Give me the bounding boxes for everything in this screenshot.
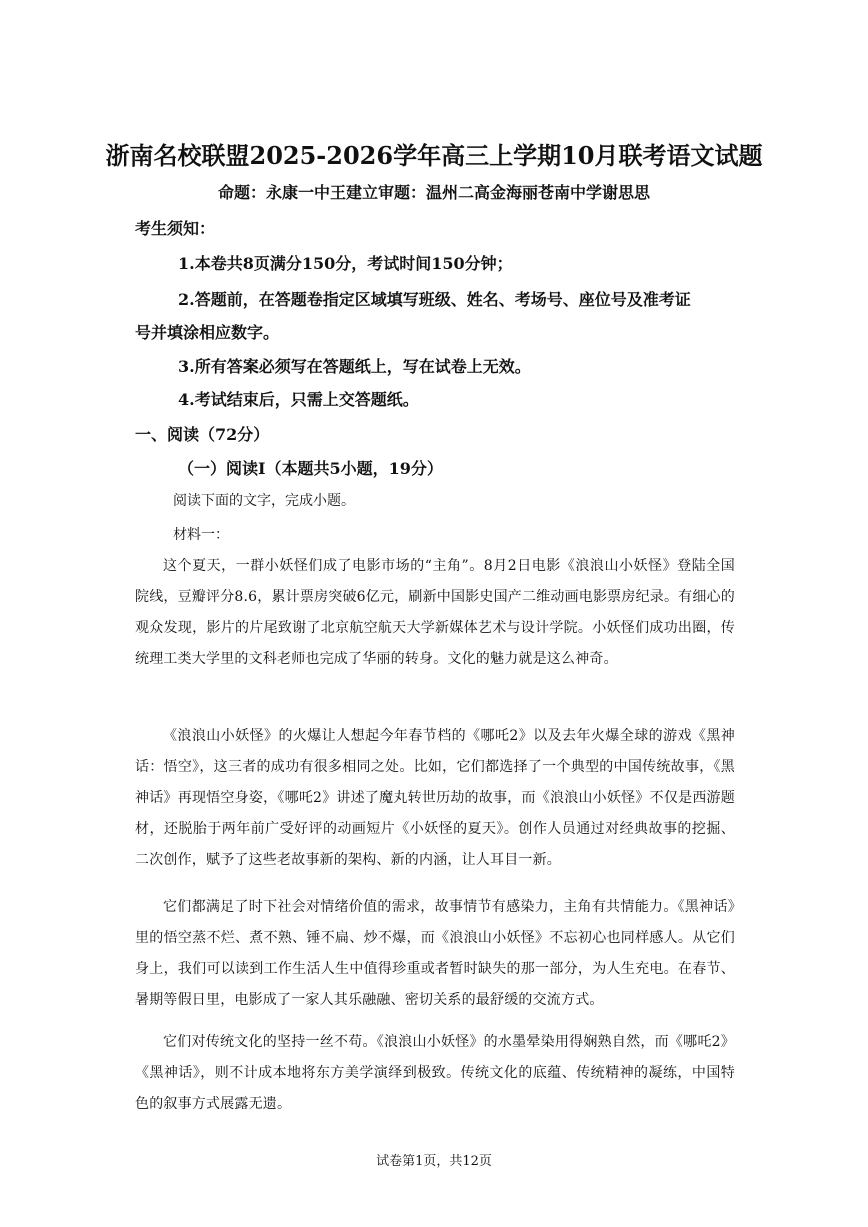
notice-item: 号并填涂相应数字。: [135, 323, 280, 342]
section-heading: 一、阅读（72分）: [135, 425, 270, 444]
document-title: 浙南名校联盟2025-2026学年高三上学期10月联考语文试题: [105, 141, 763, 170]
notice-item: 1.本卷共8页满分150分，考试时间150分钟；: [178, 254, 513, 273]
body-paragraph: 它们都满足了时下社会对情绪价值的需求，故事情节有感染力，主角有共情能力。《黑神话》里的悟空蒸不烂、煮不熟、锤不扁、炒不爆，而《浪浪山小妖怪》不忘初心也同样感人。从它们身上，我们可以读到工作生活人生中值得珍重或者暂时缺失的那一部分，为人生充电。在春节、暑期等假日里，电影成了一家人其乐融融、密切关系的最舒缓的交流方式。: [135, 899, 735, 1008]
notice-item: 4.考试结束后，只需上交答题纸。: [178, 390, 419, 409]
body-paragraph: 《浪浪山小妖怪》的火爆让人想起今年春节档的《哪吒2》以及去年火爆全球的游戏《黑神话：悟空》，这三者的成功有很多相同之处。比如，它们都选择了一个典型的中国传统故事，《黑神话》再现悟空身姿，《哪吒2》讲述了魔丸转世历劫的故事，而《浪浪山小妖怪》不仅是西游题材，还脱胎于两年前广受好评的动画短片《小妖怪的夏天》。创作人员通过对经典故事的挖掘、二次创作，赋予了这些老故事新的架构、新的内涵，让人耳目一新。: [135, 728, 735, 868]
notice-item: 2.答题前，在答题卷指定区域填写班级、姓名、考场号、座位号及准考证: [178, 290, 691, 309]
body-paragraph: 这个夏天，一群小妖怪们成了电影市场的“主角”。8月2日电影《浪浪山小妖怪》登陆全国院线，豆瓣评分8.6，累计票房突破6亿元，刷新中国影史国产二维动画电影票房纪录。有细心的观众发现，影片的片尾致谢了北京航空航天大学新媒体艺术与设计学院。小妖怪们成功出圈，传统理工类大学里的文科老师也完成了华丽的转身。文化的魅力就是这么神奇。: [135, 558, 735, 667]
body-paragraph: 它们对传统文化的坚持一丝不苟。《浪浪山小妖怪》的水墨晕染用得娴熟自然，而《哪吒2》《黑神话》，则不计成本地将东方美学演绎到极致。传统文化的底蕴、传统精神的凝练，中国特色的叙事方式展露无遗。: [135, 1034, 735, 1112]
authors-line: 命题：永康一中王建立审题：温州二高金海丽苍南中学谢思思: [217, 183, 650, 202]
page-footer: 试卷第1页，共12页: [376, 1154, 492, 1169]
notice-item: 3.所有答案必须写在答题纸上，写在试卷上无效。: [178, 357, 531, 376]
notice-heading: 考生须知：: [135, 219, 216, 238]
instruction-text: 阅读下面的文字，完成小题。: [173, 493, 355, 509]
material-label: 材料一：: [173, 527, 229, 543]
subsection-heading: （一）阅读I（本题共5小题，19分）: [178, 459, 443, 478]
